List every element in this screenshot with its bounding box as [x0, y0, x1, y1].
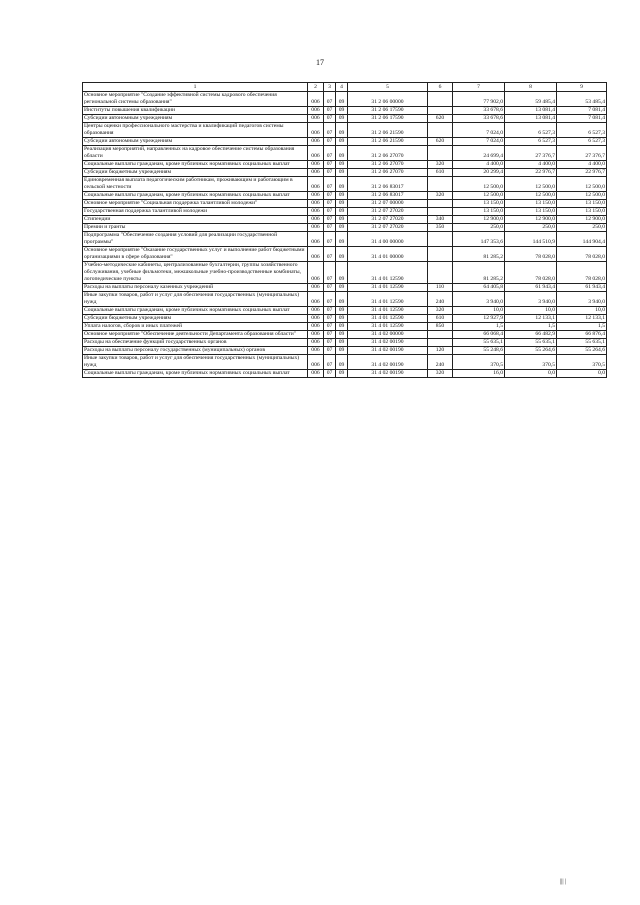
row-code-cell: 006	[308, 232, 324, 247]
row-code-cell: 610	[428, 169, 453, 177]
table-row	[83, 323, 607, 331]
row-amount-cell: 6 527,3	[505, 138, 557, 146]
row-code-cell: 006	[308, 92, 324, 107]
row-code-cell: 07	[324, 232, 336, 247]
table-row	[83, 284, 607, 292]
row-amount-cell: 12 500,0	[505, 192, 557, 200]
row-description: Субсидии бюджетным учреждениям	[83, 169, 308, 177]
row-code-cell	[428, 92, 453, 107]
row-code-cell: 31 4 00 00000	[348, 232, 428, 247]
table-row	[83, 315, 607, 323]
row-code-cell: 07	[324, 169, 336, 177]
row-code-cell: 07	[324, 315, 336, 323]
row-amount-cell: 1,5	[557, 323, 607, 331]
row-amount-cell: 78 028,0	[557, 262, 607, 284]
row-description: Премии и гранты	[83, 224, 308, 232]
row-description: Центры оценки профессионального мастерства и квалификаций педагогов системы образования	[83, 123, 308, 138]
row-amount-cell: 3 940,0	[505, 292, 557, 307]
row-code-cell	[428, 200, 453, 208]
row-code-cell: 320	[428, 370, 453, 378]
table-row	[83, 355, 607, 370]
row-amount-cell: 12 927,9	[453, 315, 505, 323]
row-code-cell	[428, 339, 453, 347]
table-row	[83, 247, 607, 262]
row-code-cell: 006	[308, 177, 324, 192]
row-amount-cell: 22 976,7	[505, 169, 557, 177]
row-description: Социальные выплаты гражданам, кроме публичных нормативных социальных выплат	[83, 161, 308, 169]
row-amount-cell: 7 024,0	[453, 123, 505, 138]
row-description: Единовременная выплата педагогическим работникам, проживающим и работающим в сельской местности	[83, 177, 308, 192]
row-code-cell: 006	[308, 323, 324, 331]
row-amount-cell: 250,0	[557, 224, 607, 232]
row-code-cell: 31 4 01 12590	[348, 307, 428, 315]
table-row	[83, 107, 607, 115]
row-code-cell: 31 4 01 12590	[348, 262, 428, 284]
row-code-cell: 07	[324, 161, 336, 169]
row-description: Институты повышения квалификации	[83, 107, 308, 115]
row-code-cell: 610	[428, 315, 453, 323]
row-amount-cell: 10,0	[453, 307, 505, 315]
column-header: 8	[505, 83, 557, 92]
row-amount-cell: 7 081,4	[557, 107, 607, 115]
row-amount-cell: 66 068,4	[453, 331, 505, 339]
row-amount-cell: 6 527,3	[557, 138, 607, 146]
row-code-cell: 006	[308, 192, 324, 200]
row-description: Уплата налогов, сборов и иных платежей	[83, 323, 308, 331]
table-row	[83, 339, 607, 347]
row-amount-cell: 78 028,0	[505, 262, 557, 284]
row-amount-cell: 12 500,0	[453, 177, 505, 192]
row-description: Социальные выплаты гражданам, кроме публичных нормативных социальных выплат	[83, 307, 308, 315]
row-code-cell: 31 2 07 00000	[348, 200, 428, 208]
table-row	[83, 262, 607, 284]
row-amount-cell: 3 940,0	[557, 292, 607, 307]
row-description: Субсидии автономным учреждениям	[83, 138, 308, 146]
row-code-cell	[428, 247, 453, 262]
row-code-cell: 31 4 02 00190	[348, 355, 428, 370]
row-code-cell: 07	[324, 115, 336, 123]
table-row	[83, 232, 607, 247]
row-code-cell: 006	[308, 284, 324, 292]
row-amount-cell: 33 678,6	[453, 107, 505, 115]
row-code-cell: 09	[336, 370, 348, 378]
row-amount-cell: 20 299,4	[453, 169, 505, 177]
row-description: Основное мероприятие "Социальная поддержка талантливой молодежи"	[83, 200, 308, 208]
row-description: Субсидии бюджетным учреждениям	[83, 315, 308, 323]
row-amount-cell: 81 285,2	[453, 262, 505, 284]
row-code-cell: 31 4 01 00000	[348, 247, 428, 262]
row-code-cell: 09	[336, 284, 348, 292]
row-code-cell: 07	[324, 339, 336, 347]
row-amount-cell: 0,0	[557, 370, 607, 378]
row-code-cell: 09	[336, 315, 348, 323]
row-code-cell	[428, 177, 453, 192]
budget-table	[82, 82, 607, 378]
row-code-cell: 31 4 02 00000	[348, 331, 428, 339]
row-code-cell: 09	[336, 138, 348, 146]
row-code-cell: 09	[336, 347, 348, 355]
row-code-cell: 07	[324, 224, 336, 232]
row-code-cell: 31 2 06 21590	[348, 123, 428, 138]
row-description: Иные закупки товаров, работ и услуг для обеспечения государственных (муниципальных) нужд	[83, 292, 308, 307]
row-amount-cell: 61 943,4	[557, 284, 607, 292]
row-amount-cell: 370,5	[505, 355, 557, 370]
row-amount-cell: 370,5	[557, 355, 607, 370]
row-amount-cell: 16,0	[453, 370, 505, 378]
table-row	[83, 169, 607, 177]
row-code-cell: 09	[336, 224, 348, 232]
row-amount-cell: 4 400,0	[505, 161, 557, 169]
row-code-cell: 31 2 07 27020	[348, 208, 428, 216]
row-code-cell: 09	[336, 115, 348, 123]
table-row	[83, 200, 607, 208]
row-code-cell: 850	[428, 323, 453, 331]
column-header: 5	[348, 83, 428, 92]
row-amount-cell: 12 900,0	[557, 216, 607, 224]
row-code-cell: 09	[336, 216, 348, 224]
row-amount-cell: 6 527,3	[505, 123, 557, 138]
row-amount-cell: 10,0	[505, 307, 557, 315]
table-row	[83, 208, 607, 216]
row-code-cell: 07	[324, 107, 336, 115]
row-code-cell: 07	[324, 323, 336, 331]
footer-marks: ||| |	[560, 879, 567, 885]
column-header: 9	[557, 83, 607, 92]
row-amount-cell: 12 900,0	[505, 216, 557, 224]
row-amount-cell: 55 248,6	[453, 347, 505, 355]
row-code-cell: 31 2 06 17590	[348, 115, 428, 123]
row-code-cell: 07	[324, 331, 336, 339]
row-amount-cell: 13 150,0	[557, 208, 607, 216]
row-code-cell: 31 2 06 83017	[348, 177, 428, 192]
row-code-cell: 006	[308, 331, 324, 339]
row-code-cell: 350	[428, 224, 453, 232]
row-amount-cell: 144 904,4	[557, 232, 607, 247]
row-code-cell: 31 4 01 12590	[348, 292, 428, 307]
table-row	[83, 292, 607, 307]
row-description: Стипендии	[83, 216, 308, 224]
row-description: Подпрограмма "Обеспечение создания условий для реализации государственной программы"	[83, 232, 308, 247]
table-row	[83, 192, 607, 200]
row-code-cell: 31 4 02 00190	[348, 339, 428, 347]
row-code-cell: 320	[428, 307, 453, 315]
row-description: Расходы на выплаты персоналу государственных (муниципальных) органов	[83, 347, 308, 355]
row-code-cell: 240	[428, 355, 453, 370]
table-row	[83, 224, 607, 232]
row-code-cell: 320	[428, 192, 453, 200]
row-amount-cell: 250,0	[505, 224, 557, 232]
row-amount-cell: 13 150,0	[505, 200, 557, 208]
row-amount-cell: 1,5	[453, 323, 505, 331]
row-amount-cell: 77 902,0	[453, 92, 505, 107]
row-code-cell: 006	[308, 200, 324, 208]
row-code-cell: 09	[336, 192, 348, 200]
row-code-cell: 110	[428, 284, 453, 292]
row-code-cell: 006	[308, 355, 324, 370]
row-code-cell: 07	[324, 123, 336, 138]
column-header: 2	[308, 83, 324, 92]
row-code-cell: 07	[324, 307, 336, 315]
row-amount-cell: 53 485,4	[557, 92, 607, 107]
table-row	[83, 216, 607, 224]
row-code-cell: 07	[324, 146, 336, 161]
row-code-cell: 006	[308, 107, 324, 115]
row-code-cell: 09	[336, 331, 348, 339]
row-code-cell: 31 2 06 27070	[348, 146, 428, 161]
row-code-cell: 006	[308, 161, 324, 169]
row-amount-cell: 12 500,0	[557, 177, 607, 192]
row-code-cell: 09	[336, 232, 348, 247]
row-amount-cell: 22 976,7	[557, 169, 607, 177]
row-code-cell: 31 2 06 27070	[348, 161, 428, 169]
row-amount-cell: 144 510,9	[505, 232, 557, 247]
row-code-cell: 006	[308, 115, 324, 123]
row-amount-cell: 13 081,4	[505, 107, 557, 115]
row-code-cell: 006	[308, 138, 324, 146]
row-amount-cell: 61 943,4	[505, 284, 557, 292]
row-amount-cell: 147 353,6	[453, 232, 505, 247]
row-amount-cell: 6 527,3	[557, 123, 607, 138]
row-code-cell	[428, 331, 453, 339]
row-description: Основное мероприятие "Создание эффективной системы кадрового обеспечения региональной системы образования"	[83, 92, 308, 107]
row-code-cell: 006	[308, 123, 324, 138]
table-body	[83, 92, 607, 378]
row-code-cell	[428, 146, 453, 161]
row-description: Основное мероприятие "Обеспечение деятельности Департамента образования области"	[83, 331, 308, 339]
row-amount-cell: 13 150,0	[453, 208, 505, 216]
table-row	[83, 92, 607, 107]
row-code-cell: 31 2 07 27020	[348, 216, 428, 224]
row-code-cell: 09	[336, 169, 348, 177]
row-code-cell	[428, 107, 453, 115]
row-code-cell: 09	[336, 123, 348, 138]
row-code-cell: 31 4 02 00190	[348, 370, 428, 378]
row-code-cell: 07	[324, 347, 336, 355]
row-code-cell: 09	[336, 200, 348, 208]
row-description: Социальные выплаты гражданам, кроме публичных нормативных социальных выплат	[83, 192, 308, 200]
row-code-cell: 09	[336, 161, 348, 169]
table-row	[83, 123, 607, 138]
row-code-cell: 09	[336, 247, 348, 262]
row-code-cell: 07	[324, 262, 336, 284]
row-code-cell	[428, 232, 453, 247]
row-amount-cell: 370,5	[453, 355, 505, 370]
row-amount-cell: 81 285,2	[453, 247, 505, 262]
table-row	[83, 161, 607, 169]
row-description: Реализация мероприятий, направленных на кадровое обеспечение системы образования области	[83, 146, 308, 161]
row-amount-cell: 55 635,1	[505, 339, 557, 347]
row-amount-cell: 66 876,4	[557, 331, 607, 339]
row-amount-cell: 4 400,0	[557, 161, 607, 169]
column-header: 4	[336, 83, 348, 92]
row-code-cell: 07	[324, 292, 336, 307]
row-amount-cell: 250,0	[453, 224, 505, 232]
column-header: 1	[83, 83, 308, 92]
row-amount-cell: 59 485,4	[505, 92, 557, 107]
row-code-cell	[428, 262, 453, 284]
table-row	[83, 177, 607, 192]
row-code-cell: 620	[428, 115, 453, 123]
row-code-cell: 006	[308, 216, 324, 224]
row-amount-cell: 12 500,0	[557, 192, 607, 200]
row-code-cell: 07	[324, 177, 336, 192]
row-code-cell: 07	[324, 192, 336, 200]
row-code-cell: 07	[324, 216, 336, 224]
row-amount-cell: 13 150,0	[453, 200, 505, 208]
row-code-cell: 09	[336, 339, 348, 347]
row-code-cell: 006	[308, 146, 324, 161]
row-amount-cell: 55 635,1	[453, 339, 505, 347]
table-row	[83, 331, 607, 339]
row-amount-cell: 64 405,8	[453, 284, 505, 292]
row-amount-cell: 4 400,0	[453, 161, 505, 169]
row-amount-cell: 66 482,9	[505, 331, 557, 339]
row-code-cell: 07	[324, 247, 336, 262]
row-code-cell: 07	[324, 92, 336, 107]
row-amount-cell: 55 635,1	[557, 339, 607, 347]
row-code-cell: 120	[428, 347, 453, 355]
row-code-cell: 006	[308, 224, 324, 232]
row-amount-cell: 1,5	[505, 323, 557, 331]
row-code-cell: 006	[308, 247, 324, 262]
row-description: Иные закупки товаров, работ и услуг для обеспечения государственных (муниципальных) нужд	[83, 355, 308, 370]
row-code-cell: 09	[336, 107, 348, 115]
row-amount-cell: 78 028,0	[505, 247, 557, 262]
row-code-cell: 006	[308, 169, 324, 177]
row-description: Субсидии автономным учреждениям	[83, 115, 308, 123]
row-amount-cell: 3 940,0	[453, 292, 505, 307]
row-amount-cell: 7 081,4	[557, 115, 607, 123]
table-row	[83, 370, 607, 378]
row-description: Социальные выплаты гражданам, кроме публичных нормативных социальных выплат	[83, 370, 308, 378]
row-code-cell: 006	[308, 347, 324, 355]
row-code-cell: 006	[308, 292, 324, 307]
row-code-cell: 31 4 01 12590	[348, 284, 428, 292]
row-code-cell: 31 4 01 12590	[348, 323, 428, 331]
row-amount-cell: 27 376,7	[505, 146, 557, 161]
row-amount-cell: 55 264,6	[505, 347, 557, 355]
row-code-cell: 31 2 06 17590	[348, 107, 428, 115]
row-amount-cell: 12 900,0	[453, 216, 505, 224]
row-code-cell: 31 4 02 00190	[348, 347, 428, 355]
row-code-cell: 31 2 06 83017	[348, 192, 428, 200]
table-row	[83, 307, 607, 315]
row-amount-cell: 27 376,7	[557, 146, 607, 161]
row-code-cell: 07	[324, 284, 336, 292]
row-code-cell: 09	[336, 323, 348, 331]
row-description: Основное мероприятие "Оказание государственных услуг и выполнение работ бюджетными организациями в сфере образования"	[83, 247, 308, 262]
row-code-cell	[428, 123, 453, 138]
row-code-cell: 07	[324, 355, 336, 370]
row-code-cell: 31 2 06 00000	[348, 92, 428, 107]
row-amount-cell: 33 678,6	[453, 115, 505, 123]
row-amount-cell: 13 081,4	[505, 115, 557, 123]
row-code-cell: 620	[428, 138, 453, 146]
row-code-cell: 07	[324, 208, 336, 216]
row-amount-cell: 12 500,0	[453, 192, 505, 200]
row-code-cell: 07	[324, 370, 336, 378]
row-code-cell: 006	[308, 262, 324, 284]
row-amount-cell: 13 150,0	[505, 208, 557, 216]
row-description: Государственная поддержка талантливой молодежи	[83, 208, 308, 216]
table-row	[83, 138, 607, 146]
row-amount-cell: 55 264,6	[557, 347, 607, 355]
row-code-cell: 006	[308, 208, 324, 216]
row-code-cell: 09	[336, 307, 348, 315]
page-number: 17	[316, 58, 324, 67]
row-code-cell: 340	[428, 216, 453, 224]
row-code-cell: 31 2 06 27070	[348, 169, 428, 177]
row-amount-cell: 24 699,4	[453, 146, 505, 161]
column-header: 7	[453, 83, 505, 92]
row-code-cell: 09	[336, 177, 348, 192]
row-code-cell: 006	[308, 370, 324, 378]
row-amount-cell: 7 024,0	[453, 138, 505, 146]
column-header: 6	[428, 83, 453, 92]
row-description: Расходы на выплаты персоналу казенных учреждений	[83, 284, 308, 292]
column-number-header-row	[83, 83, 607, 92]
row-amount-cell: 12 133,1	[557, 315, 607, 323]
row-code-cell: 09	[336, 292, 348, 307]
row-code-cell: 006	[308, 315, 324, 323]
row-code-cell: 320	[428, 161, 453, 169]
row-description: Расходы на обеспечение функций государственных органов	[83, 339, 308, 347]
row-code-cell: 006	[308, 307, 324, 315]
row-description: Учебно-методические кабинеты, централизованные бухгалтерии, группы хозяйственного обслуживания, учебные фильмотеки, межшкольные учебно-производственные комбинаты, логопедические пункты	[83, 262, 308, 284]
row-code-cell: 09	[336, 208, 348, 216]
row-code-cell: 09	[336, 355, 348, 370]
row-code-cell	[428, 208, 453, 216]
row-code-cell: 09	[336, 262, 348, 284]
row-code-cell: 09	[336, 146, 348, 161]
table-row	[83, 347, 607, 355]
row-code-cell: 31 2 06 21590	[348, 138, 428, 146]
column-header: 3	[324, 83, 336, 92]
row-amount-cell: 78 028,0	[557, 247, 607, 262]
table-row	[83, 146, 607, 161]
row-amount-cell: 12 500,0	[505, 177, 557, 192]
row-code-cell: 006	[308, 339, 324, 347]
row-code-cell: 240	[428, 292, 453, 307]
row-code-cell: 31 4 01 12590	[348, 315, 428, 323]
row-amount-cell: 13 150,0	[557, 200, 607, 208]
row-code-cell: 07	[324, 138, 336, 146]
row-amount-cell: 12 133,1	[505, 315, 557, 323]
row-code-cell: 07	[324, 200, 336, 208]
table-row	[83, 115, 607, 123]
row-code-cell: 31 2 07 27020	[348, 224, 428, 232]
row-amount-cell: 10,0	[557, 307, 607, 315]
row-code-cell: 09	[336, 92, 348, 107]
row-amount-cell: 0,0	[505, 370, 557, 378]
